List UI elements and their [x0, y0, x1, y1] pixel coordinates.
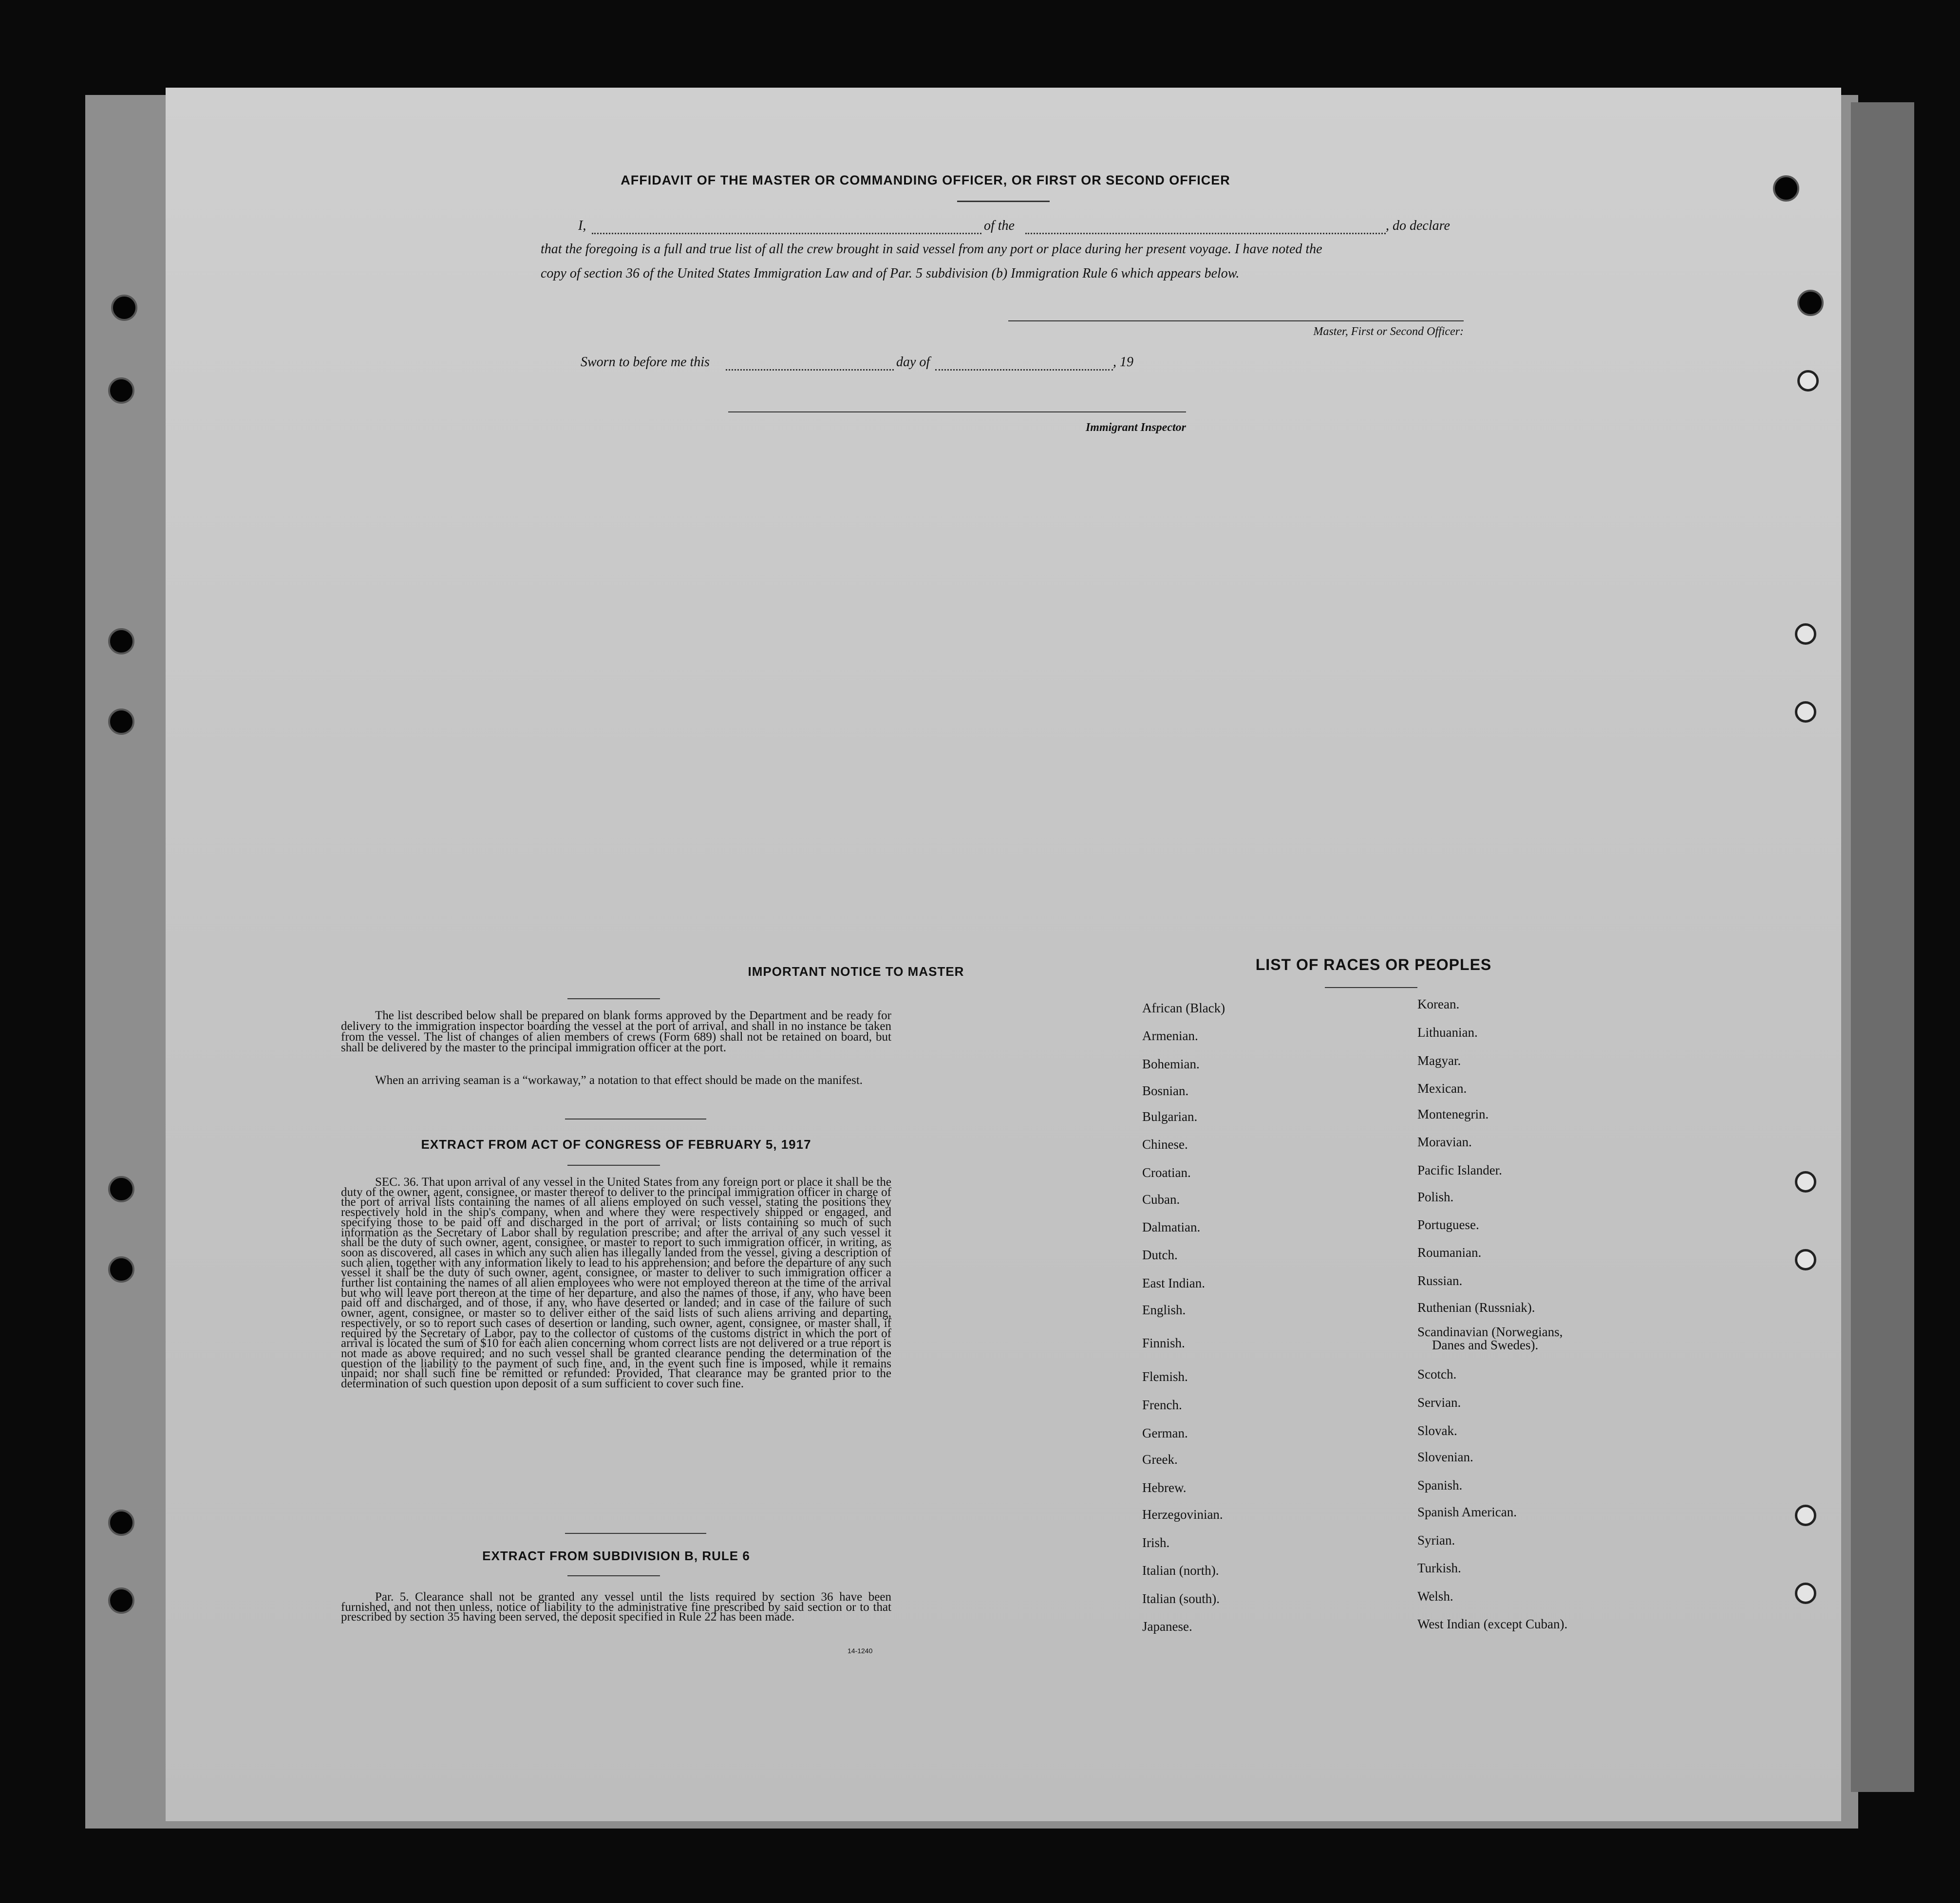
punch-hole	[108, 1256, 134, 1283]
punch-hole	[1797, 370, 1819, 392]
punch-hole	[1795, 1583, 1816, 1604]
race-item: Lithuanian.	[1417, 1025, 1478, 1040]
rule-extract-body: Par. 5. Clearance shall not be granted any vessel until the lists required by section 36 have been furnished, and not then unless, notice of liability to the administrative fine prescribed by said section or to that prescribed by section 35 having been served, the deposit specified in Rule 22 has been made.	[341, 1590, 891, 1624]
punch-hole	[1773, 175, 1799, 202]
race-item: Armenian.	[1142, 1028, 1198, 1043]
name-field-line[interactable]	[592, 233, 981, 234]
race-item: Spanish.	[1417, 1478, 1463, 1493]
race-item: Slovak.	[1417, 1423, 1457, 1438]
of-the-label: of the	[984, 218, 1015, 233]
do-declare-label: , do declare	[1386, 218, 1450, 233]
rule-extract-title: EXTRACT FROM SUBDIVISION B, RULE 6	[482, 1549, 750, 1563]
race-item: Mexican.	[1417, 1081, 1467, 1096]
race-item: English.	[1142, 1303, 1186, 1317]
master-signature-caption: Master, First or Second Officer:	[1313, 325, 1464, 338]
punch-hole	[1797, 290, 1824, 316]
divider	[567, 998, 660, 999]
punch-hole	[108, 628, 134, 654]
punch-hole	[1795, 1505, 1816, 1526]
act-extract-body: SEC. 36. That upon arrival of any vessel in the United States from any foreign port or place it shall be the duty of the owner, agent, consignee, or master thereof to deliver to the principal immigration officer in charge of the port of arrival lists containing the names of all aliens employed on such vessel, stating the positions they respectively hold in the ship's company, when and where they were respectively shipped or engaged, and specifying those to be paid off and discharged in the port of arrival; or lists containing so much of such information as the Secretary of Labor shall by regulation prescribe; and after the arrival of any such vessel it shall be the duty of such owner, agent, consignee, or master to report to such immigration officer, in writing, as soon as discovered, all cases in which any such alien has illegally landed from the vessel, giving a description of such alien, together with any information likely to lead to his apprehension; and before the departure of any such vessel it shall be the duty of such owner, agent, consignee, or master to deliver to such immigration officer a further list containing the names of all alien employees who were not employed thereon at the time of the arrival but who will leave port thereon at the time of her departure, and also the names of those, if any, who have been paid off and discharged, and of those, if any, who have deserted or landed; and in case of the failure of such owner, agent, consignee, or master so to deliver either of the said lists of such aliens arriving and departing, respectively, or so to report such cases of desertion or landing, such owner, agent, consignee, or master shall, if required by the Secretary of Labor, pay to the collector of customs of the customs district in which the port of arrival is located the sum of $10 for each alien concerning whom correct lists are not delivered or a true report is not made as above required; and no such vessel shall be granted clearance pending the determination of the question of the liability to the payment of such fine, and, in the event such fine is imposed, while it remains unpaid; nor shall such fine be remitted or refunded: Provided, That clearance may be granted prior to the determination of such question upon deposit of a sum sufficient to cover such fine.	[341, 1175, 891, 1391]
punch-hole	[1795, 1171, 1816, 1193]
race-item: Flemish.	[1142, 1369, 1188, 1384]
sheet-edge	[1851, 102, 1914, 1792]
race-item: West Indian (except Cuban).	[1417, 1617, 1568, 1631]
race-item: East Indian.	[1142, 1276, 1205, 1290]
year-label: , 19	[1113, 354, 1133, 370]
punch-hole	[108, 709, 134, 735]
race-item: Bohemian.	[1142, 1057, 1200, 1071]
master-signature-line[interactable]	[1008, 320, 1464, 321]
race-item: Servian.	[1417, 1395, 1461, 1410]
race-item: Polish.	[1417, 1190, 1454, 1204]
race-item: Italian (south).	[1142, 1591, 1220, 1606]
punch-hole	[1795, 701, 1816, 723]
race-item: Bulgarian.	[1142, 1109, 1198, 1124]
divider	[1325, 987, 1417, 988]
punch-hole	[108, 1176, 134, 1202]
act-extract-title: EXTRACT FROM ACT OF CONGRESS OF FEBRUARY 5, 1917	[421, 1137, 811, 1152]
race-item: Greek.	[1142, 1452, 1178, 1467]
i-label: I,	[578, 218, 586, 233]
race-item: Syrian.	[1417, 1533, 1455, 1548]
race-item: African (Black)	[1142, 1001, 1225, 1015]
race-item: Chinese.	[1142, 1137, 1188, 1152]
race-item: Welsh.	[1417, 1589, 1453, 1604]
race-item: Russian.	[1417, 1273, 1463, 1288]
divider	[565, 1533, 706, 1534]
race-item: Pacific Islander.	[1417, 1163, 1502, 1177]
sworn-label: Sworn to before me this	[581, 354, 710, 370]
inspector-caption: Immigrant Inspector	[1085, 421, 1186, 434]
race-item: Dalmatian.	[1142, 1220, 1201, 1234]
race-item: Scandinavian (Norwegians,	[1417, 1325, 1563, 1339]
sworn-month-field-line[interactable]	[935, 369, 1113, 371]
race-item: German.	[1142, 1426, 1188, 1440]
race-item: Italian (north).	[1142, 1563, 1219, 1578]
notice-paragraph-2: When an arriving seaman is a “workaway,” a notation to that effect should be made on the manifest.	[375, 1074, 863, 1087]
race-item: French.	[1142, 1398, 1182, 1412]
punch-hole	[111, 295, 137, 321]
sworn-day-field-line[interactable]	[726, 369, 894, 371]
divider	[567, 1165, 660, 1166]
race-item: Korean.	[1417, 997, 1460, 1011]
notice-title: IMPORTANT NOTICE TO MASTER	[748, 964, 964, 979]
punch-hole	[108, 1587, 134, 1614]
race-item: Bosnian.	[1142, 1083, 1189, 1098]
race-item: Turkish.	[1417, 1561, 1461, 1575]
race-item: Moravian.	[1417, 1135, 1472, 1149]
divider	[567, 1575, 660, 1576]
race-item: Scotch.	[1417, 1367, 1457, 1381]
race-item: Roumanian.	[1417, 1245, 1482, 1260]
punch-hole	[108, 377, 134, 404]
race-item: Croatian.	[1142, 1165, 1191, 1180]
race-item: Portuguese.	[1417, 1217, 1479, 1232]
race-item: Japanese.	[1142, 1619, 1192, 1634]
vessel-field-line[interactable]	[1025, 233, 1386, 234]
affidavit-line-3: copy of section 36 of the United States Immigration Law and of Par. 5 subdivision (b) Immigration Rule 6 which appears below.	[541, 266, 1240, 281]
form-number: 14-1240	[848, 1647, 873, 1655]
race-item: Montenegrin.	[1417, 1107, 1489, 1121]
race-item: Spanish American.	[1417, 1505, 1517, 1519]
race-item: Dutch.	[1142, 1248, 1178, 1262]
race-item: Herzegovinian.	[1142, 1507, 1223, 1522]
day-of-label: day of	[896, 354, 930, 370]
inspector-signature-line[interactable]	[728, 411, 1186, 412]
notice-paragraph-1: The list described below shall be prepared on blank forms approved by the Department and be ready for delivery to the immigration inspector boarding the vessel at the port of arrival, and shall in no instance be taken from the vessel. The list of changes of alien members of crews (Form 689) shall not be retained on board, but shall be delivered by the master to the principal immigration officer at the port.	[341, 1009, 891, 1054]
divider	[957, 201, 1050, 202]
race-item: Slovenian.	[1417, 1450, 1473, 1464]
affidavit-line-2: that the foregoing is a full and true list of all the crew brought in said vessel from any port or place during her present voyage. I have noted the	[541, 242, 1322, 257]
race-item: Danes and Swedes).	[1432, 1338, 1539, 1352]
race-item: Hebrew.	[1142, 1480, 1187, 1495]
punch-hole	[1795, 623, 1816, 645]
race-item: Irish.	[1142, 1535, 1170, 1550]
race-item: Ruthenian (Russniak).	[1417, 1300, 1535, 1315]
race-item: Cuban.	[1142, 1192, 1180, 1207]
race-item: Finnish.	[1142, 1336, 1185, 1350]
affidavit-title: AFFIDAVIT OF THE MASTER OR COMMANDING OFFICER, OR FIRST OR SECOND OFFICER	[621, 173, 1230, 187]
punch-hole	[108, 1510, 134, 1536]
race-item: Magyar.	[1417, 1053, 1461, 1068]
races-title: LIST OF RACES OR PEOPLES	[1255, 956, 1492, 973]
punch-hole	[1795, 1249, 1816, 1270]
